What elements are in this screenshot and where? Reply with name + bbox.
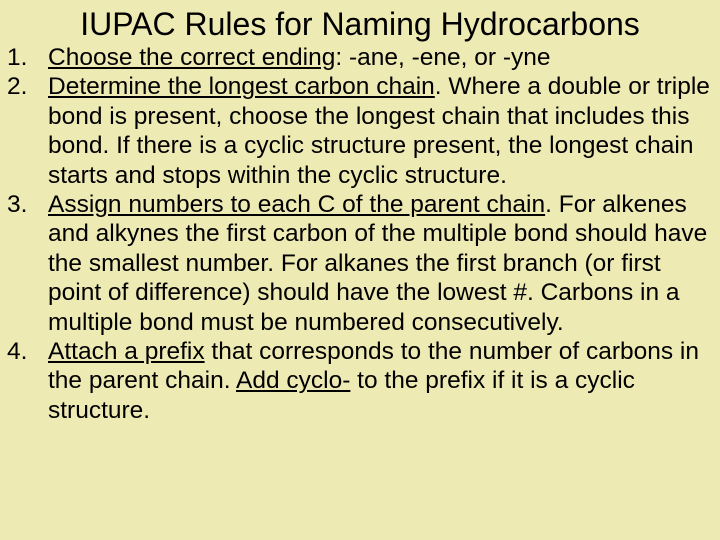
rule-text: that corresponds to the number of carbons in the parent chain. (48, 338, 699, 395)
rule-item-2 (0, 72, 720, 190)
rule-heading: Attach a prefix (48, 338, 205, 366)
rule-heading: Choose the correct ending (48, 44, 336, 71)
rule-item-4 (0, 337, 720, 425)
rule-text: : -ane, -ene, or -yne (335, 44, 551, 71)
rule-number: 2. (7, 73, 28, 101)
rule-text: . Where a double or triple bond is present, choose the longest chain that includes this bond. If there is a cyclic structure present, the longest chain starts and stops within the cyclic structure. (48, 73, 710, 189)
rule-item-3 (0, 190, 720, 337)
rule-text: to the prefix if it is a cyclic structure. (48, 367, 635, 424)
rule-heading: Assign numbers to each C of the parent chain (48, 191, 546, 219)
rules-list (0, 43, 720, 425)
rule-heading-cyclo: Add cyclo- (235, 367, 351, 395)
rule-text: . For alkenes and alkynes the first carbon of the multiple bond should have the smallest number. For alkanes the first branch (or first point of difference) should have the lowest #. Carbons in a multiple bond must be numbered consecutively. (48, 191, 708, 336)
rule-number: 1. (7, 44, 28, 71)
rule-item-1 (0, 43, 720, 72)
rule-heading: Determine the longest carbon chain (48, 73, 435, 101)
slide-title: IUPAC Rules for Naming Hydrocarbons (80, 6, 640, 42)
rule-number: 3. (7, 191, 28, 219)
rule-number: 4. (7, 338, 28, 366)
